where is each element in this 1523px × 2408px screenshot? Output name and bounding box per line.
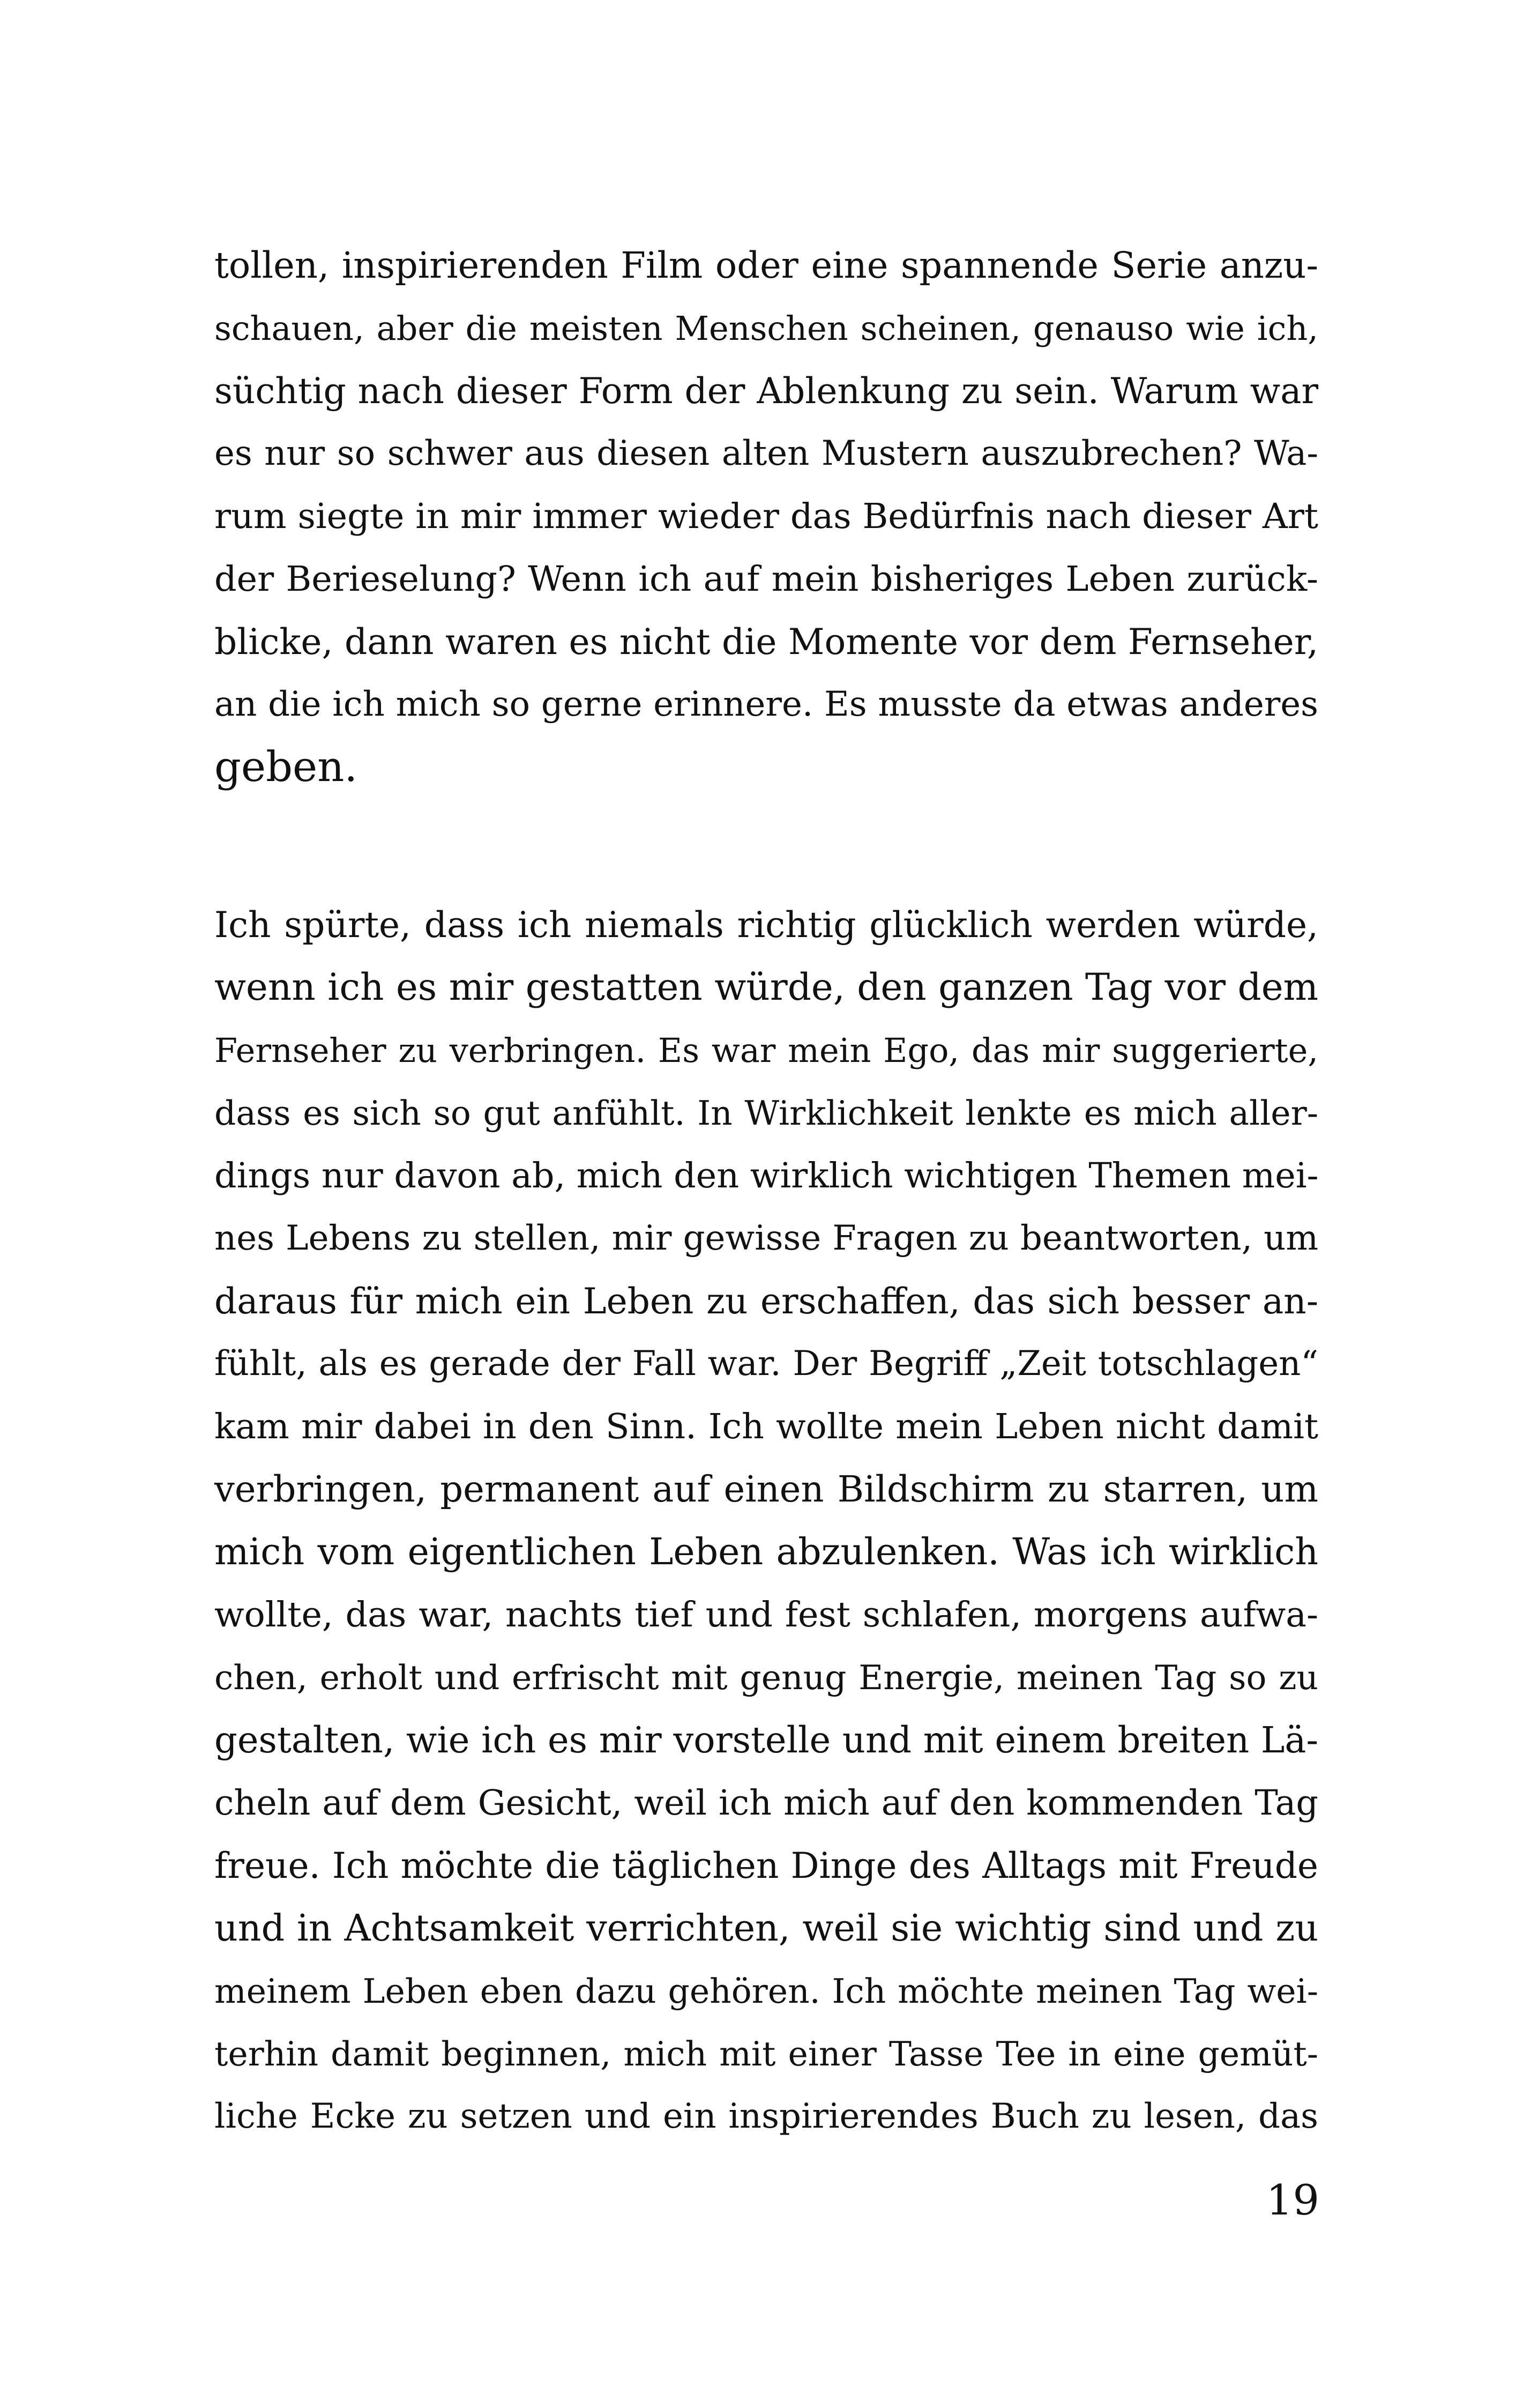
- text-line: wenn ich es mir gestatten würde, den ganzen Tag vor dem: [214, 966, 1318, 1009]
- text-line: mich vom eigentlichen Leben abzulenken. Was ich wirklich: [214, 1531, 1318, 1573]
- text-line: süchtig nach dieser Form der Ablenkung zu sein. Warum war: [214, 370, 1318, 412]
- text-line: Fernseher zu verbringen. Es war mein Ego, das mir suggerierte,: [214, 1031, 1318, 1070]
- text-line: und in Achtsamkeit verrichten, weil sie wichtig sind und zu: [214, 1907, 1318, 1950]
- text-line: verbringen, permanent auf einen Bildschirm zu starren, um: [214, 1468, 1318, 1510]
- text-line: nes Lebens zu stellen, mir gewisse Fragen zu beantworten, um: [214, 1218, 1318, 1258]
- text-line: rum siegte in mir immer wieder das Bedürfnis nach dieser Art: [214, 496, 1318, 537]
- text-line: freue. Ich möchte die täglichen Dinge des Alltags mit Freude: [214, 1845, 1318, 1886]
- text-line: dass es sich so gut anfühlt. In Wirklichkeit lenkte es mich aller-: [214, 1094, 1318, 1133]
- text-line: terhin damit beginnen, mich mit einer Tasse Tee in eine gemüt-: [214, 2034, 1318, 2073]
- paragraph-2: [214, 894, 1318, 2148]
- text-line: blicke, dann waren es nicht die Momente vor dem Fernseher,: [214, 621, 1318, 663]
- text-line: an die ich mich so gerne erinnere. Es musste da etwas anderes: [214, 685, 1318, 724]
- text-line: fühlt, als es gerade der Fall war. Der Begriff „Zeit totschlagen“: [214, 1344, 1318, 1384]
- page-number: 19: [1266, 2176, 1319, 2225]
- text-line: chen, erholt und erfrischt mit genug Energie, meinen Tag so zu: [214, 1658, 1318, 1697]
- text-line: meinem Leben eben dazu gehören. Ich möchte meinen Tag wei-: [214, 1972, 1318, 2011]
- text-line: cheln auf dem Gesicht, weil ich mich auf den kommenden Tag: [214, 1783, 1318, 1823]
- text-line: gestalten, wie ich es mir vorstelle und mit einem breiten Lä-: [214, 1719, 1318, 1761]
- text-line: daraus für mich ein Leben zu erschaffen, das sich besser an-: [214, 1281, 1318, 1322]
- text-line: schauen, aber die meisten Menschen scheinen, genauso wie ich,: [214, 309, 1318, 348]
- text-line: liche Ecke zu setzen und ein inspirierendes Buch zu lesen, das: [214, 2097, 1318, 2136]
- text-line: Ich spürte, dass ich niemals richtig glücklich werden würde,: [214, 904, 1318, 946]
- text-line: es nur so schwer aus diesen alten Mustern auszubrechen? Wa-: [214, 434, 1318, 473]
- text-line: geben.: [214, 743, 358, 791]
- text-line: wollte, das war, nachts tief und fest schlafen, morgens aufwa-: [214, 1595, 1318, 1635]
- paragraph-1: [214, 234, 1318, 799]
- text-line: kam mir dabei in den Sinn. Ich wollte mein Leben nicht damit: [214, 1407, 1318, 1447]
- text-line: der Berieselung? Wenn ich auf mein bisheriges Leben zurück-: [214, 559, 1318, 599]
- text-line: dings nur davon ab, mich den wirklich wichtigen Themen mei-: [214, 1156, 1319, 1196]
- text-line: tollen, inspirierenden Film oder eine spannende Serie anzu-: [214, 244, 1318, 286]
